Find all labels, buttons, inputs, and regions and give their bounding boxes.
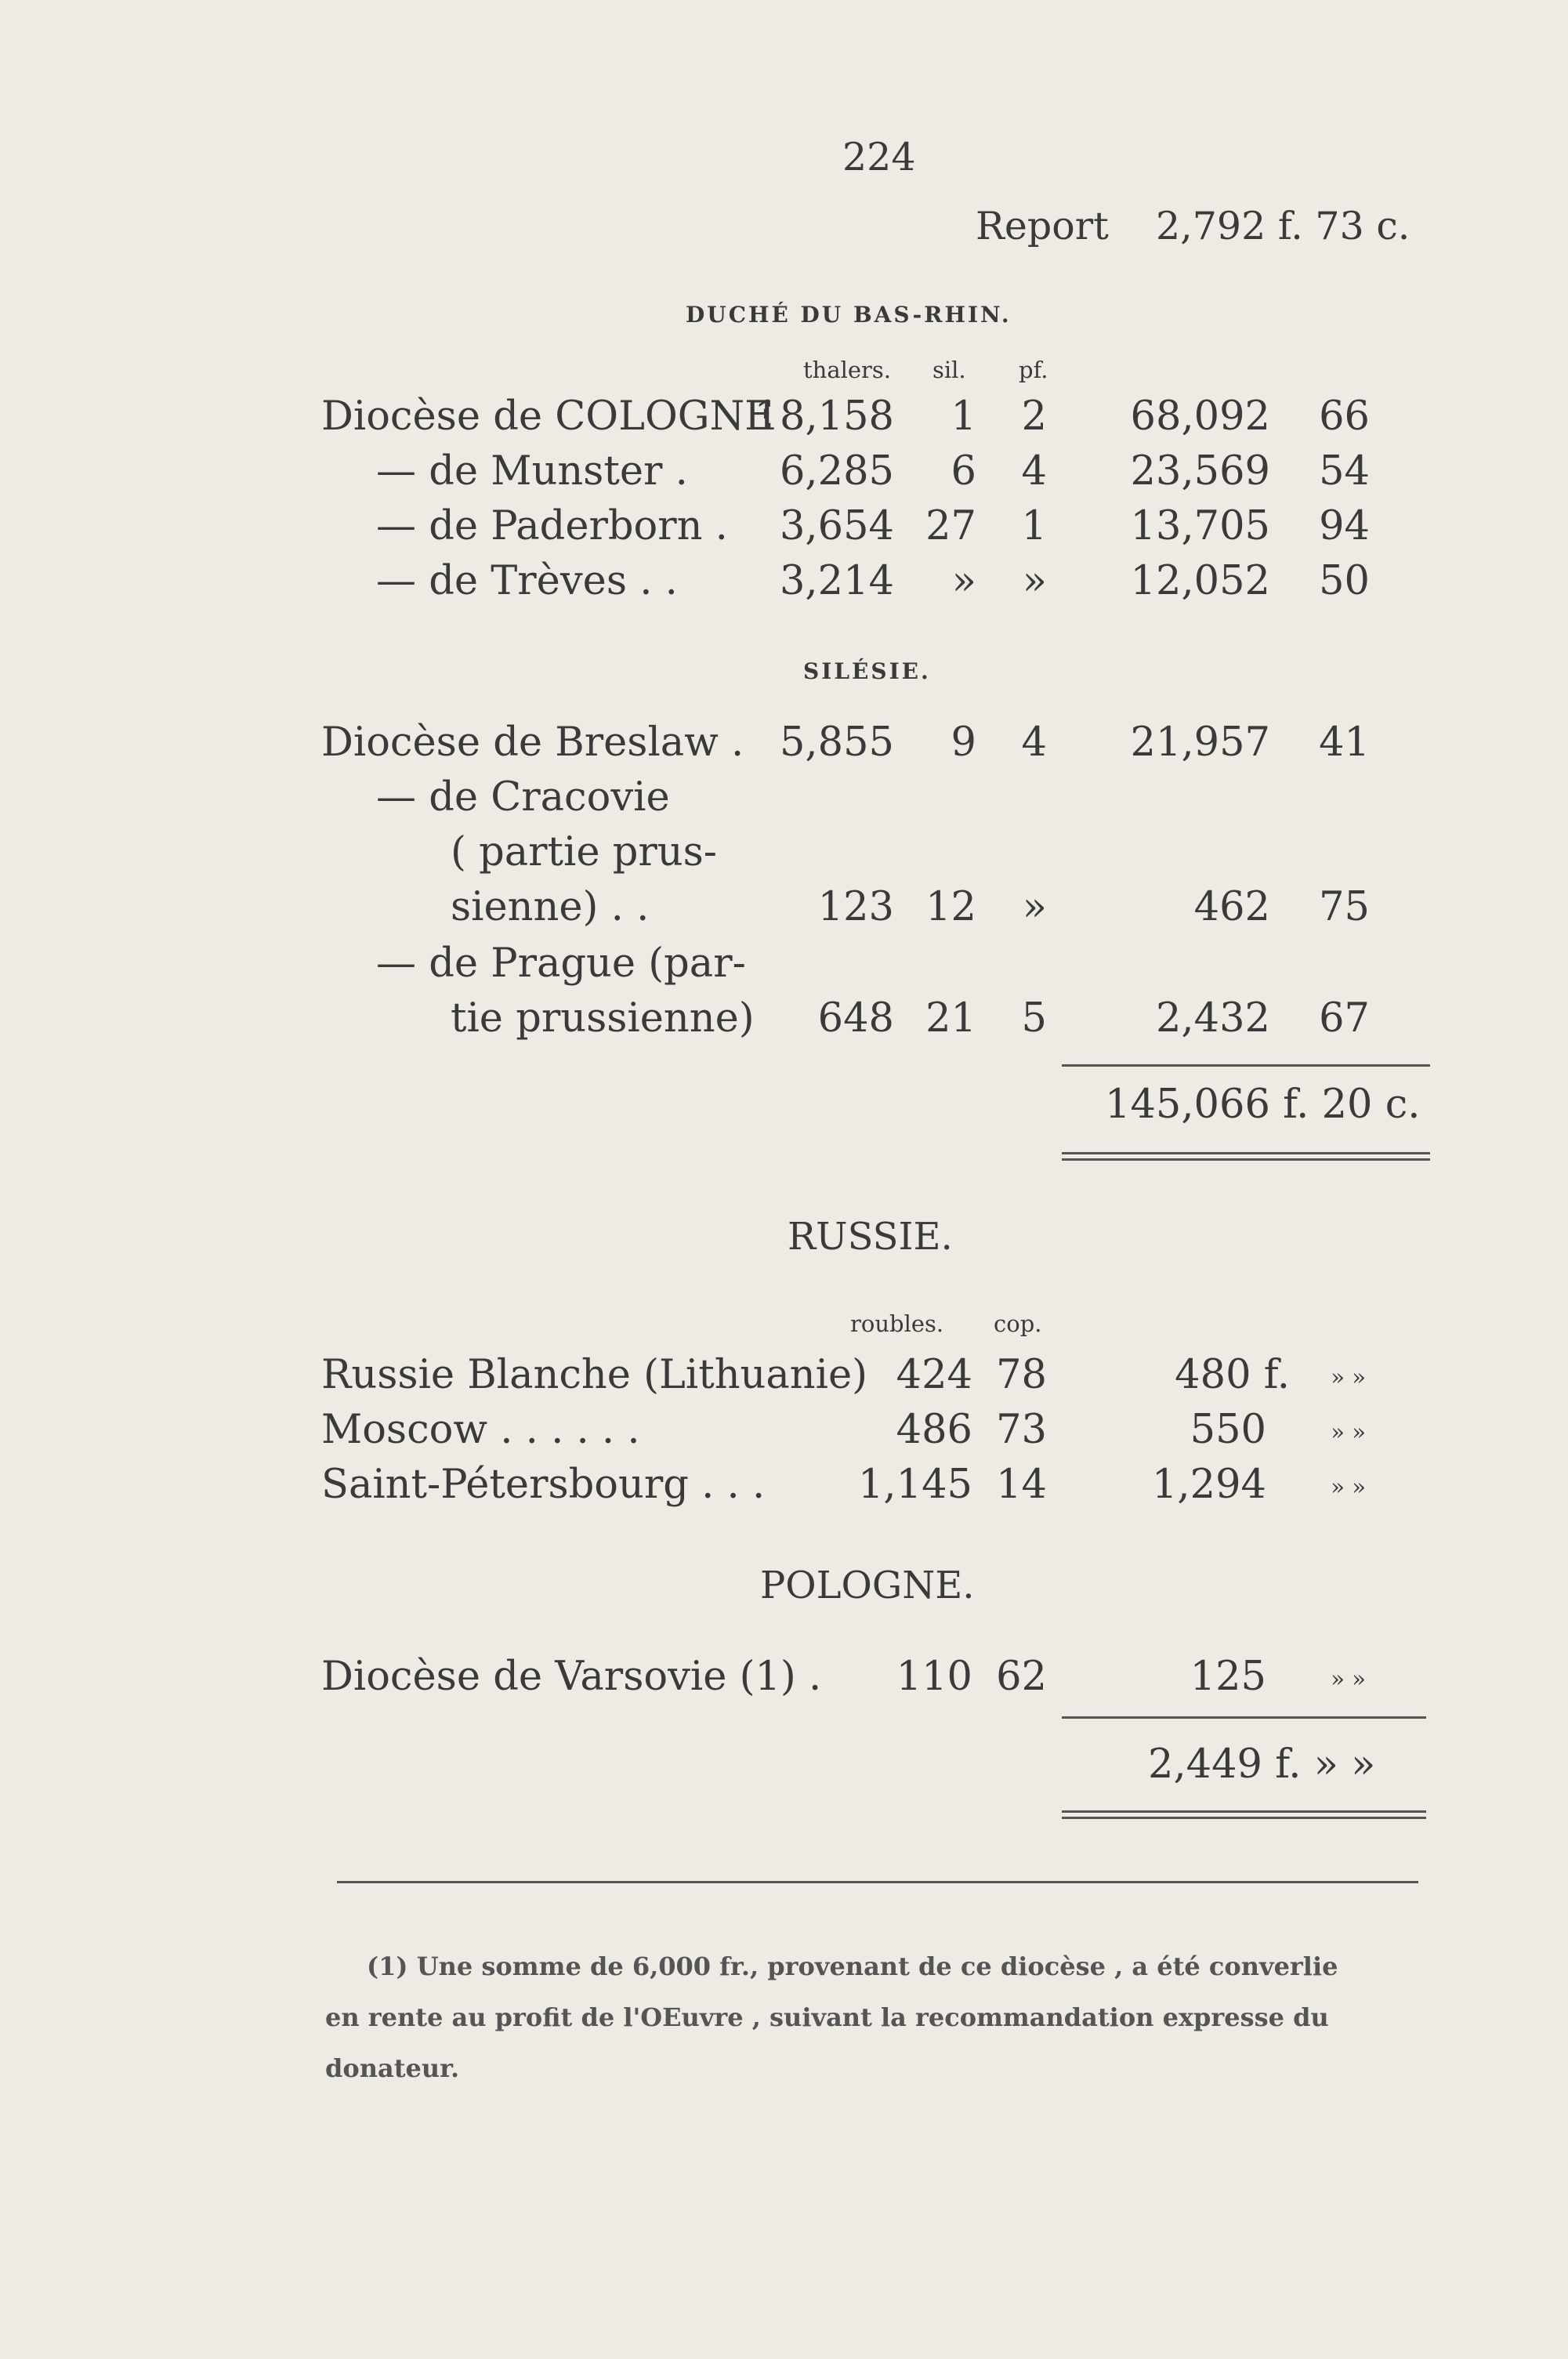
sum-rule <box>1062 1716 1426 1719</box>
diocese-name: — de Munster . <box>376 448 688 495</box>
thalers-value: 3,654 <box>779 503 894 549</box>
cop-value: 62 <box>996 1654 1047 1700</box>
sil-value: 27 <box>925 503 976 549</box>
diocese-name-cont: sienne) . . <box>451 884 650 930</box>
thalers-value: 6,285 <box>779 448 894 495</box>
diocese-name-cont: tie prussienne) <box>451 995 755 1042</box>
cents-value: 54 <box>1319 448 1370 495</box>
diocese-name: — de Trèves . . <box>376 558 678 604</box>
cop-value: 73 <box>996 1407 1047 1453</box>
francs-value: 462 <box>1193 884 1270 930</box>
cents-value: » » <box>1331 1419 1366 1445</box>
pf-value: » <box>1022 884 1047 930</box>
diocese-name-cont: ( partie prus- <box>451 829 718 875</box>
francs-value: 23,569 <box>1130 448 1270 495</box>
report-label: Report <box>976 204 1109 248</box>
pf-value: » <box>1022 558 1047 604</box>
col-header-cop: cop. <box>994 1310 1042 1337</box>
roubles-value: 1,145 <box>857 1462 972 1508</box>
report-amount: 2,792 f. 73 c. <box>1156 204 1410 248</box>
francs-value: 68,092 <box>1130 393 1270 440</box>
cop-value: 14 <box>996 1462 1047 1508</box>
section-heading-russie: RUSSIE. <box>788 1215 953 1259</box>
double-rule-top <box>1062 1152 1430 1154</box>
subtotal: 2,449 f. » » <box>1148 1741 1376 1788</box>
sil-value: 6 <box>951 448 976 495</box>
footnote-line: donateur. <box>325 2053 460 2083</box>
roubles-value: 110 <box>896 1654 972 1700</box>
diocese-name: — de Cracovie <box>376 774 670 821</box>
diocese-name: Diocèse de COLOGNE <box>321 393 774 440</box>
pf-value: 4 <box>1021 448 1047 495</box>
subtotal: 145,066 f. 20 c. <box>1105 1082 1421 1128</box>
footnote-line: en rente au profit de l'OEuvre , suivant la recommandation expresse du <box>325 2002 1329 2032</box>
sil-value: 1 <box>951 393 976 440</box>
diocese-name: — de Prague (par- <box>376 940 746 987</box>
sil-value: 12 <box>925 884 976 930</box>
sil-value: 9 <box>951 719 976 766</box>
diocese-name: — de Paderborn . <box>376 503 728 549</box>
francs-value: 21,957 <box>1130 719 1270 766</box>
francs-value: 125 <box>1190 1654 1266 1700</box>
diocese-name: Russie Blanche (Lithuanie) <box>321 1352 868 1398</box>
francs-value: 1,294 <box>1151 1462 1266 1508</box>
cents-value: 75 <box>1319 884 1370 930</box>
sil-value: 21 <box>925 995 976 1042</box>
diocese-name: Diocèse de Varsovie (1) . <box>321 1654 822 1700</box>
footnote-separator <box>337 1881 1418 1883</box>
francs-value: 550 <box>1190 1407 1266 1453</box>
section-heading-bas-rhin: DUCHÉ DU BAS-RHIN. <box>686 302 1012 328</box>
francs-value: 2,432 <box>1155 995 1270 1042</box>
diocese-name: Moscow . . . . . . <box>321 1407 640 1453</box>
diocese-name: Diocèse de Breslaw . <box>321 719 744 766</box>
cents-value: » » <box>1331 1364 1366 1390</box>
col-header-thalers: thalers. <box>803 357 892 383</box>
cents-value: 67 <box>1319 995 1370 1042</box>
cents-value: 41 <box>1319 719 1370 766</box>
francs-value: 480 f. <box>1175 1352 1290 1398</box>
francs-value: 12,052 <box>1130 558 1270 604</box>
double-rule-top <box>1062 1810 1426 1813</box>
thalers-value: 18,158 <box>754 393 894 440</box>
col-header-roubles: roubles. <box>850 1310 944 1337</box>
pf-value: 2 <box>1021 393 1047 440</box>
page-number: 224 <box>842 135 916 179</box>
diocese-name: Saint-Pétersbourg . . . <box>321 1462 766 1508</box>
thalers-value: 123 <box>817 884 894 930</box>
thalers-value: 5,855 <box>779 719 894 766</box>
double-rule-bottom <box>1062 1817 1426 1819</box>
footnote-line: (1) Une somme de 6,000 fr., provenant de ce diocèse , a été converlie <box>367 1951 1338 1981</box>
roubles-value: 424 <box>896 1352 972 1398</box>
francs-value: 13,705 <box>1130 503 1270 549</box>
sum-rule <box>1062 1064 1430 1067</box>
cents-value: 50 <box>1319 558 1370 604</box>
col-header-pf: pf. <box>1019 357 1048 383</box>
pf-value: 5 <box>1021 995 1047 1042</box>
double-rule-bottom <box>1062 1158 1430 1161</box>
col-header-sil: sil. <box>932 357 966 383</box>
section-heading-silesie: SILÉSIE. <box>803 658 931 684</box>
roubles-value: 486 <box>896 1407 972 1453</box>
thalers-value: 648 <box>817 995 894 1042</box>
thalers-value: 3,214 <box>779 558 894 604</box>
section-heading-pologne: POLOGNE. <box>760 1564 975 1607</box>
cents-value: 66 <box>1319 393 1370 440</box>
cents-value: » » <box>1331 1473 1366 1500</box>
cents-value: 94 <box>1319 503 1370 549</box>
pf-value: 4 <box>1021 719 1047 766</box>
cop-value: 78 <box>996 1352 1047 1398</box>
pf-value: 1 <box>1021 503 1047 549</box>
sil-value: » <box>951 558 976 604</box>
cents-value: » » <box>1331 1665 1366 1692</box>
